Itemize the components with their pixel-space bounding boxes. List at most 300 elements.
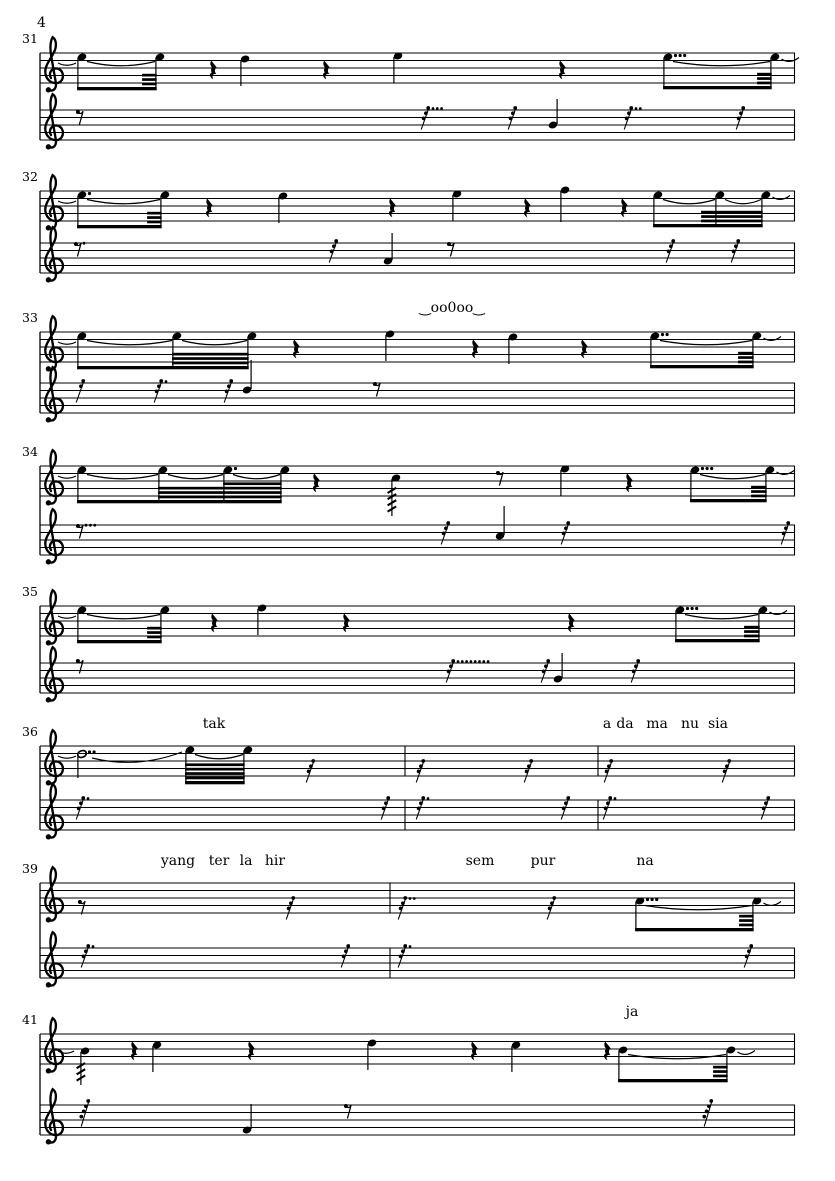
- sub-beam: [172, 353, 249, 356]
- augmentation-dot: [421, 759, 425, 763]
- slur: [645, 906, 752, 910]
- augmentation-dot: [403, 896, 407, 900]
- augmentation-dot: [382, 807, 386, 811]
- sub-beam: [738, 361, 754, 364]
- tie: [764, 902, 782, 906]
- beam-group: [675, 605, 787, 642]
- beam-group: [77, 190, 171, 228]
- quarter-rest: [559, 61, 566, 80]
- treble-clef-icon: [45, 450, 63, 505]
- augmentation-dot: [723, 770, 727, 774]
- augmentation-dot: [447, 670, 451, 674]
- augmentation-dot: [604, 807, 608, 811]
- augmentation-dot: [634, 664, 638, 668]
- quarter-rest: [524, 199, 531, 218]
- sub-beam: [701, 211, 763, 214]
- augmentation-dot: [82, 955, 86, 959]
- measure-number: 31: [22, 31, 38, 46]
- augmentation-dot: [762, 807, 766, 811]
- augmentation-dot: [727, 759, 731, 763]
- beam-group: [690, 465, 794, 502]
- sub-beam: [223, 491, 282, 494]
- augmentation-dot: [482, 660, 485, 663]
- augmentation-dot: [764, 801, 768, 805]
- tie: [58, 476, 76, 478]
- augmentation-dot: [632, 670, 636, 674]
- augmentation-dot: [470, 660, 473, 663]
- augmentation-dot: [669, 244, 673, 248]
- sub-beam: [739, 919, 754, 922]
- quarter-rest: [211, 614, 218, 633]
- staff: [40, 784, 795, 839]
- augmentation-dot: [679, 54, 682, 57]
- augmentation-dot: [432, 107, 435, 110]
- augmentation-dot: [84, 949, 88, 953]
- augmentation-dot: [745, 955, 749, 959]
- augmentation-dot: [529, 759, 533, 763]
- augmentation-dot: [403, 944, 407, 948]
- quarter-rest: [626, 474, 633, 493]
- augmentation-dot: [627, 111, 631, 115]
- augmentation-dot: [401, 901, 405, 905]
- augmentation-dot: [747, 949, 751, 953]
- augmentation-dot: [291, 896, 295, 900]
- lyric-syllable: tak: [202, 716, 226, 732]
- beam: [618, 1079, 728, 1082]
- treble-clef-icon: [45, 316, 63, 371]
- slur: [685, 615, 758, 619]
- slur: [87, 62, 155, 66]
- quarter-note: [560, 464, 571, 496]
- augmentation-dot: [409, 897, 412, 900]
- tie: [58, 756, 76, 758]
- augmentation-dot: [332, 244, 336, 248]
- treble-clef-icon: [45, 784, 63, 839]
- beam-group: [653, 190, 790, 227]
- sub-beam: [701, 220, 763, 223]
- eighth-rest: [447, 242, 454, 257]
- augmentation-dot: [509, 117, 513, 121]
- augmentation-dot: [427, 797, 430, 800]
- augmentation-dot: [635, 107, 638, 110]
- beam-group: [635, 896, 781, 931]
- thirtysecond-rest: [416, 759, 425, 782]
- quarter-note: [240, 54, 251, 86]
- augmentation-dot: [608, 796, 612, 800]
- augmentation-dot: [732, 250, 736, 254]
- rest-stem: [704, 1100, 712, 1127]
- augmentation-dot: [444, 526, 448, 530]
- augmentation-dot: [465, 660, 468, 663]
- augmentation-dot: [81, 379, 85, 383]
- beam-group: [77, 465, 291, 503]
- quarter-note: [242, 360, 253, 395]
- quarter-rest: [293, 340, 300, 359]
- augmentation-dot: [399, 907, 403, 911]
- augmentation-dot: [686, 607, 689, 610]
- augmentation-dot: [86, 944, 90, 948]
- augmentation-dot: [651, 898, 654, 901]
- augmentation-dot: [734, 244, 738, 248]
- augmentation-dot: [227, 384, 231, 388]
- measure-number: 32: [22, 169, 38, 184]
- augmentation-dot: [741, 106, 745, 110]
- augmentation-dot: [89, 524, 92, 527]
- beam: [77, 366, 249, 369]
- quarter-rest: [389, 199, 396, 218]
- augmentation-dot: [564, 526, 568, 530]
- augmentation-dot: [546, 659, 550, 663]
- lyric-syllable: yang: [160, 853, 196, 869]
- augmentation-dot: [344, 949, 348, 953]
- lyric-syllable: a: [602, 716, 612, 732]
- sub-beam: [185, 777, 245, 780]
- beam: [635, 928, 754, 931]
- sub-beam: [757, 77, 772, 80]
- sub-beam: [142, 83, 157, 86]
- augmentation-dot: [421, 796, 425, 800]
- augmentation-dot: [79, 384, 83, 388]
- augmentation-dot: [424, 111, 428, 115]
- staff: [40, 37, 799, 92]
- sub-beam: [185, 763, 245, 766]
- measure-number: 41: [22, 1012, 38, 1027]
- treble-clef-icon: [45, 175, 63, 230]
- sub-beam: [757, 82, 772, 85]
- augmentation-dot: [440, 107, 443, 110]
- augmentation-dot: [629, 106, 633, 110]
- augmentation-dot: [527, 764, 531, 768]
- thirtysecond-rest: [398, 896, 415, 919]
- augmentation-dot: [93, 750, 96, 753]
- augmentation-dot: [82, 1110, 86, 1114]
- augmentation-dot: [749, 944, 753, 948]
- augmentation-dot: [309, 764, 313, 768]
- beam-group: [77, 605, 171, 643]
- sub-beam: [185, 772, 245, 775]
- staff: [40, 1018, 795, 1085]
- augmentation-dot: [442, 532, 446, 536]
- quarter-rest: [471, 1042, 478, 1061]
- slur: [87, 615, 160, 619]
- eighth-rest: [373, 382, 380, 397]
- lyric-syllable: na: [636, 853, 654, 869]
- augmentation-dot: [566, 796, 570, 800]
- sub-beam: [147, 636, 162, 639]
- lyric-syllable: la: [239, 853, 253, 869]
- augmentation-dot: [419, 801, 423, 805]
- quarter-rest: [131, 1042, 138, 1061]
- augmentation-dot: [234, 467, 237, 470]
- lyric-syllable: pur: [530, 853, 556, 869]
- augmentation-dot: [737, 117, 741, 121]
- augmentation-dot: [511, 111, 515, 115]
- beam-group: [650, 331, 781, 368]
- lyric-syllable: ja: [625, 1004, 639, 1020]
- sub-beam: [223, 482, 282, 485]
- augmentation-dot: [289, 901, 293, 905]
- quarter-rest: [472, 340, 479, 359]
- slur: [87, 200, 160, 204]
- quarter-note: [495, 506, 506, 541]
- sub-beam: [147, 627, 162, 630]
- augmentation-dot: [87, 797, 90, 800]
- sub-beam: [739, 924, 754, 927]
- sub-beam: [713, 1066, 728, 1069]
- slur: [182, 341, 247, 345]
- eighth-rest: [76, 524, 96, 539]
- augmentation-dot: [419, 764, 423, 768]
- sub-beam: [751, 490, 767, 493]
- page-number: 4: [37, 15, 46, 31]
- augmentation-dot: [446, 521, 450, 525]
- quarter-note: [553, 653, 564, 684]
- tie: [782, 58, 800, 62]
- augmentation-dot: [725, 764, 729, 768]
- sub-beam: [738, 352, 754, 355]
- quarter-note: [548, 99, 559, 130]
- eighth-rest: [496, 471, 503, 486]
- augmentation-dot: [487, 660, 490, 663]
- treble-clef-icon: [45, 37, 63, 92]
- augmentation-dot: [525, 770, 529, 774]
- sub-beam: [701, 215, 763, 218]
- augmentation-dot: [562, 807, 566, 811]
- beam: [650, 365, 754, 368]
- staff: [40, 1089, 795, 1144]
- thirtysecond-rest: [722, 759, 731, 782]
- quarter-note: [242, 1104, 253, 1135]
- augmentation-dot: [639, 107, 642, 110]
- augmentation-dot: [564, 801, 568, 805]
- tie: [58, 342, 76, 344]
- augmentation-dot: [225, 390, 229, 394]
- slur: [673, 62, 770, 66]
- lyric-syllable: sia: [707, 716, 729, 732]
- augmentation-dot: [782, 532, 786, 536]
- measure-number: 33: [22, 310, 38, 325]
- beam: [690, 499, 767, 502]
- augmentation-dot: [386, 796, 390, 800]
- staff: [40, 506, 795, 565]
- treble-clef-icon: [45, 367, 63, 422]
- quarter-note: [560, 185, 571, 222]
- augmentation-dot: [342, 955, 346, 959]
- augmentation-dot: [683, 54, 686, 57]
- augmentation-dot: [384, 801, 388, 805]
- sub-beam: [158, 487, 225, 490]
- staff: [40, 316, 795, 371]
- quarter-note: [257, 603, 268, 635]
- augmentation-dot: [544, 664, 548, 668]
- augmentation-dot: [701, 467, 704, 470]
- staff: [40, 360, 795, 423]
- augmentation-dot: [81, 796, 85, 800]
- quarter-rest: [568, 614, 575, 633]
- treble-clef-icon: [45, 1089, 63, 1144]
- augmentation-dot: [307, 770, 311, 774]
- slur: [660, 341, 752, 345]
- beam-group: [77, 52, 166, 90]
- augmentation-dot: [88, 750, 91, 753]
- augmentation-dot: [86, 1099, 90, 1103]
- sub-beam: [744, 630, 760, 633]
- quarter-note: [278, 191, 289, 223]
- staff: [40, 450, 795, 516]
- quarter-rest: [248, 1042, 255, 1061]
- augmentation-dot: [330, 250, 334, 254]
- thirtysecond-rest: [286, 896, 295, 919]
- sub-beam: [172, 362, 249, 365]
- sub-beam: [158, 496, 225, 499]
- sub-beam: [147, 212, 162, 215]
- quarter-rest: [210, 61, 217, 80]
- sub-beam: [223, 496, 282, 499]
- treble-clef-icon: [45, 647, 63, 702]
- staff: [40, 647, 795, 702]
- quarter-note: [393, 51, 404, 83]
- sub-beam: [757, 73, 772, 76]
- augmentation-dot: [92, 945, 95, 948]
- sub-beam: [223, 487, 282, 490]
- augmentation-dot: [159, 379, 163, 383]
- augmentation-dot: [605, 770, 609, 774]
- augmentation-dot: [550, 901, 554, 905]
- sub-beam: [738, 356, 754, 359]
- quarter-rest: [343, 614, 350, 633]
- staff: [40, 932, 795, 987]
- quarter-rest: [323, 61, 330, 80]
- augmentation-dot: [436, 107, 439, 110]
- quarter-note: [452, 189, 463, 221]
- augmentation-dot: [84, 1104, 88, 1108]
- beam: [77, 500, 282, 503]
- lyric-syllable: ter: [208, 853, 230, 869]
- quarter-rest: [581, 340, 588, 359]
- augmentation-dot: [155, 390, 159, 394]
- augmentation-dot: [552, 896, 556, 900]
- slur: [725, 200, 761, 204]
- augmentation-dot: [709, 1099, 713, 1103]
- staff: [40, 227, 795, 282]
- augmentation-dot: [606, 801, 610, 805]
- augmentation-dot: [710, 467, 713, 470]
- slur: [87, 475, 158, 479]
- augmentation-dot: [413, 897, 416, 900]
- beam-group: [663, 52, 799, 89]
- treble-clef-icon: [45, 590, 63, 645]
- augmentation-dot: [457, 660, 460, 663]
- sub-beam: [147, 216, 162, 219]
- augmentation-dot: [667, 250, 671, 254]
- augmentation-dot: [399, 955, 403, 959]
- slur: [663, 200, 715, 204]
- sub-beam: [185, 768, 245, 771]
- augmentation-dot: [674, 54, 677, 57]
- staff: [40, 867, 795, 931]
- augmentation-dot: [346, 944, 350, 948]
- measure-number: 35: [22, 584, 38, 599]
- quarter-rest: [604, 1042, 611, 1061]
- augmentation-dot: [513, 106, 517, 110]
- treble-clef-icon: [45, 1018, 63, 1073]
- augmentation-dot: [562, 532, 566, 536]
- vocal-annotation: ‿oo0oo‿: [419, 300, 485, 316]
- staff: [40, 175, 795, 230]
- measure-number: 36: [22, 724, 38, 739]
- augmentation-dot: [422, 117, 426, 121]
- augmentation-dot: [311, 759, 315, 763]
- augmentation-dot: [478, 660, 481, 663]
- slur: [87, 341, 172, 345]
- treble-clef-icon: [45, 867, 63, 922]
- augmentation-dot: [736, 239, 740, 243]
- measure-number: 39: [22, 861, 38, 876]
- rest-stem: [81, 1100, 89, 1127]
- lyric-syllable: sem: [465, 853, 495, 869]
- slur: [168, 475, 223, 479]
- eighth-rest: [78, 900, 85, 915]
- augmentation-dot: [614, 797, 617, 800]
- augmentation-dot: [542, 670, 546, 674]
- eighth-rest: [76, 659, 83, 674]
- augmentation-dot: [766, 796, 770, 800]
- treble-clef-icon: [45, 730, 63, 785]
- augmentation-dot: [666, 333, 669, 336]
- augmentation-dot: [451, 659, 455, 663]
- beam: [653, 224, 763, 227]
- augmentation-dot: [661, 333, 664, 336]
- tremolo-note: [77, 1046, 91, 1085]
- augmentation-dot: [157, 384, 161, 388]
- quarter-note: [367, 1038, 378, 1070]
- thirtysecond-rest: [306, 759, 315, 782]
- augmentation-dot: [691, 607, 694, 610]
- augmentation-dot: [409, 945, 412, 948]
- tremolo-note: [388, 473, 402, 516]
- tie: [58, 616, 76, 618]
- beam: [77, 225, 162, 228]
- lyric-syllable: ma: [646, 716, 668, 732]
- staff: [40, 730, 795, 785]
- augmentation-dot: [83, 242, 86, 245]
- augmentation-dot: [646, 898, 649, 901]
- beam-group: [77, 331, 258, 369]
- augmentation-dot: [695, 607, 698, 610]
- staff: [40, 94, 795, 149]
- treble-clef-icon: [45, 94, 63, 149]
- staff: [40, 590, 795, 645]
- quarter-rest: [206, 199, 213, 218]
- eighth-rest: [74, 242, 86, 257]
- augmentation-dot: [566, 521, 570, 525]
- thirtysecond-rest: [524, 759, 533, 782]
- lyric-syllable: hir: [264, 853, 286, 869]
- augmentation-dot: [417, 807, 421, 811]
- measure-number: 34: [22, 444, 38, 459]
- augmentation-dot: [655, 898, 658, 901]
- augmentation-dot: [607, 764, 611, 768]
- beam: [77, 640, 162, 643]
- sub-beam: [751, 495, 767, 498]
- augmentation-dot: [93, 524, 96, 527]
- quarter-note: [385, 329, 396, 361]
- sub-beam: [142, 74, 157, 77]
- slur: [195, 755, 243, 759]
- augmentation-dot: [79, 1115, 83, 1119]
- augmentation-dot: [229, 379, 233, 383]
- sub-beam: [142, 78, 157, 81]
